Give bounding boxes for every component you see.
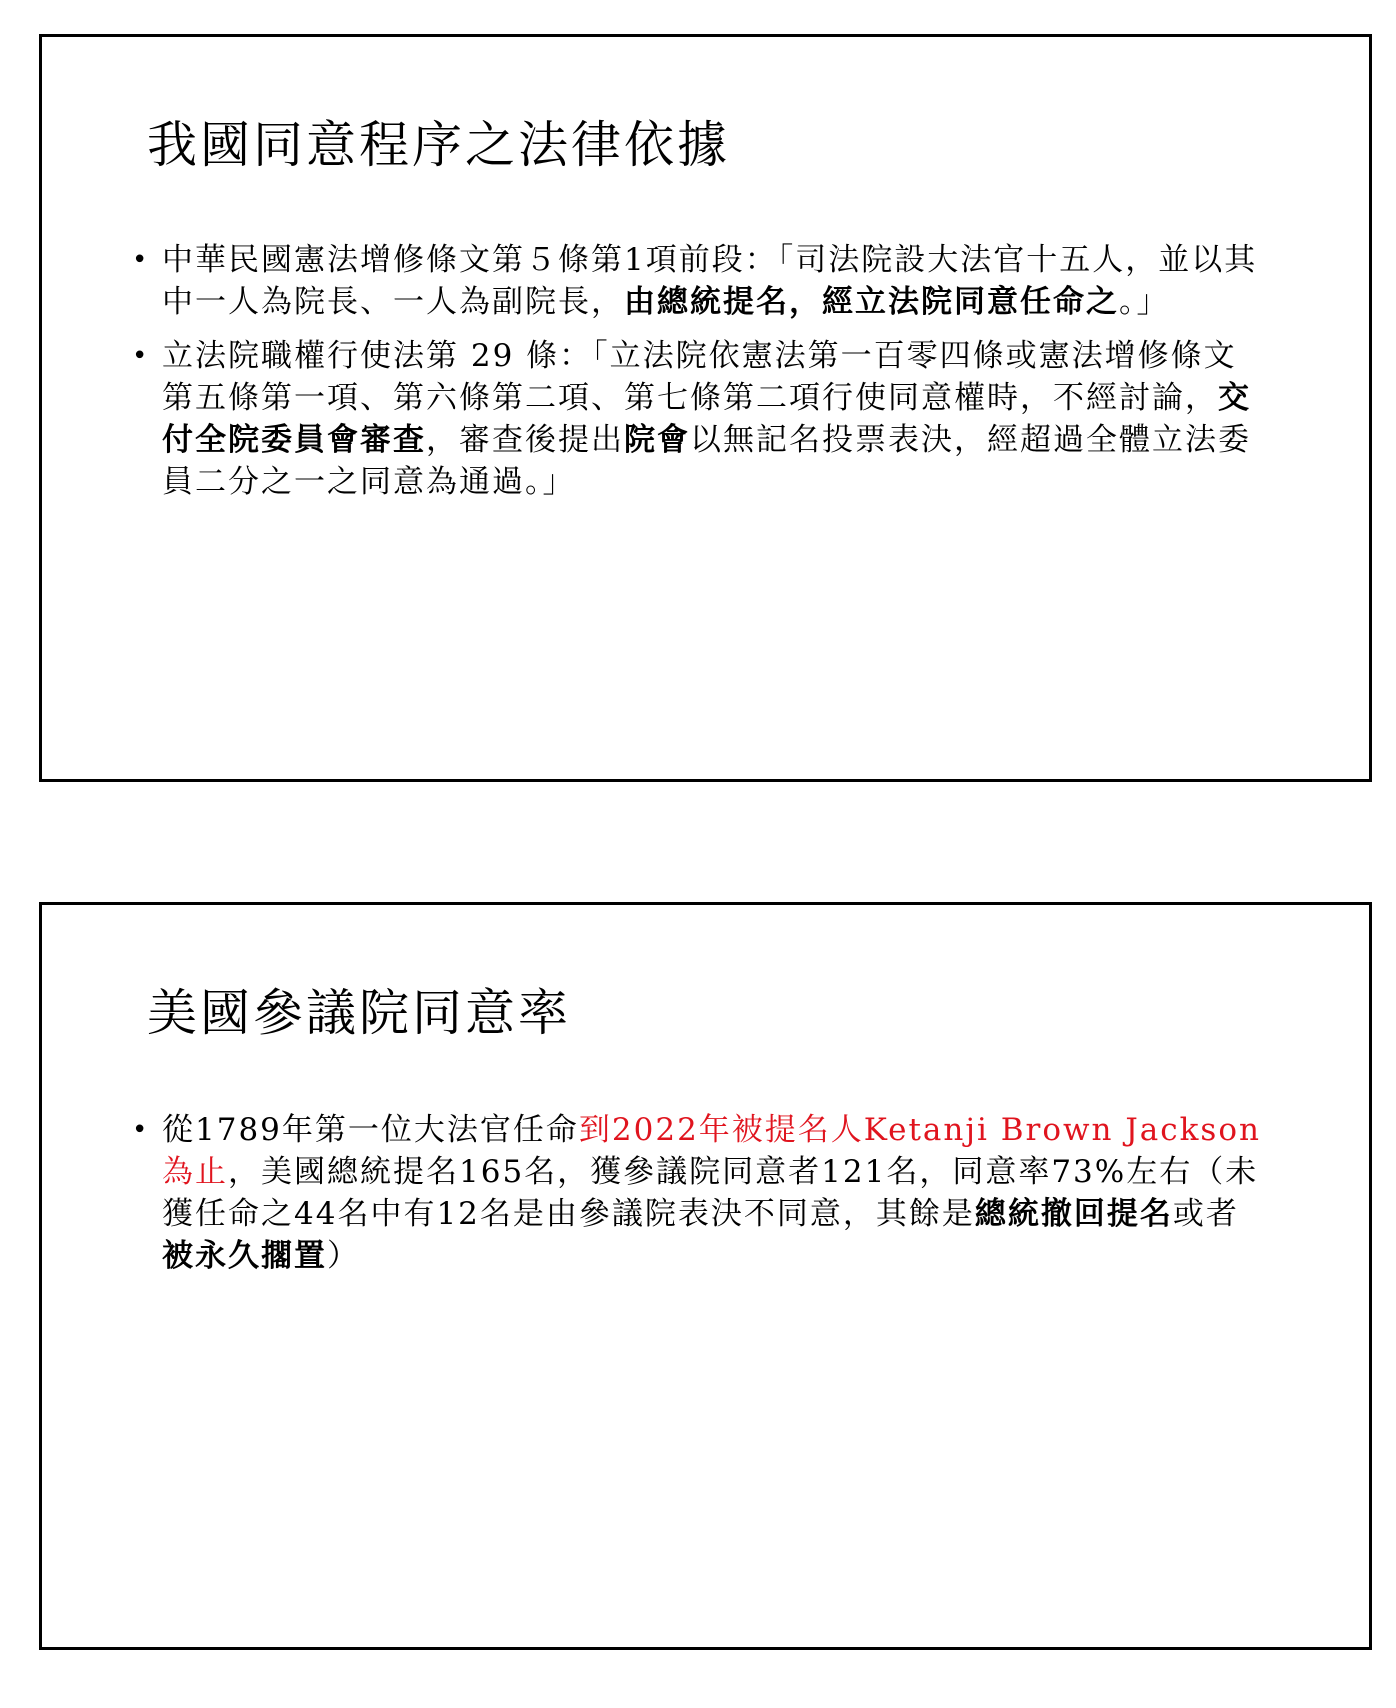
text-segment: 中華民國憲法增修條文第５條第1項前段：「司法院設大法官十五人，並以其中一人為院長、一人為副院長， — [162, 242, 1258, 320]
slide-2-title: 美國參議院同意率 — [147, 984, 571, 1042]
text-segment: ，美國總統提名165名，獲參議院同意者121名，同意率73%左右（未獲任命之44名中有12名是由參議院表決不同意，其餘是 — [162, 1154, 1259, 1232]
text-segment: ） — [327, 1238, 360, 1274]
slide-2-bullet-list — [132, 1109, 1269, 1289]
slide-2 — [39, 902, 1372, 1650]
text-segment: 立法院職權行使法第 29 條：「立法院依憲法第一百零四條或憲法增修條文第五條第一項、第六條第二項、第七條第二項行使同意權時，不經討論， — [162, 338, 1237, 416]
bullet-item — [132, 335, 1269, 503]
bullet-item — [132, 239, 1269, 323]
text-segment: 從1789年第一位大法官任命 — [162, 1112, 579, 1148]
bullet-dot-icon: • — [132, 341, 150, 371]
text-segment: 或者 — [1172, 1196, 1239, 1232]
bold-segment: 由總統提名，經立法院同意任命之 — [624, 284, 1119, 320]
bullet-dot-icon: • — [132, 1115, 150, 1145]
bold-segment: 院會 — [624, 422, 690, 458]
bullet-item — [132, 1109, 1269, 1277]
bold-segment: 被永久擱置 — [162, 1238, 327, 1274]
bold-segment: 總統撤回提名 — [974, 1196, 1173, 1232]
bullet-dot-icon: • — [132, 245, 150, 275]
red-highlight-segment: 到2022年被提名人Ketanji Brown Jackson為止 — [162, 1112, 1261, 1190]
slide-1-title: 我國同意程序之法律依據 — [147, 116, 730, 174]
bold-segment: 交付全院委員會審查 — [162, 380, 1251, 458]
slide-1 — [39, 34, 1372, 782]
slide-1-bullet-list — [132, 239, 1269, 515]
text-segment: ，審查後提出 — [426, 422, 624, 458]
text-segment: 。」 — [1119, 284, 1170, 320]
text-segment: 以無記名投票表決，經超過全體立法委員二分之一之同意為通過。」 — [162, 422, 1251, 500]
